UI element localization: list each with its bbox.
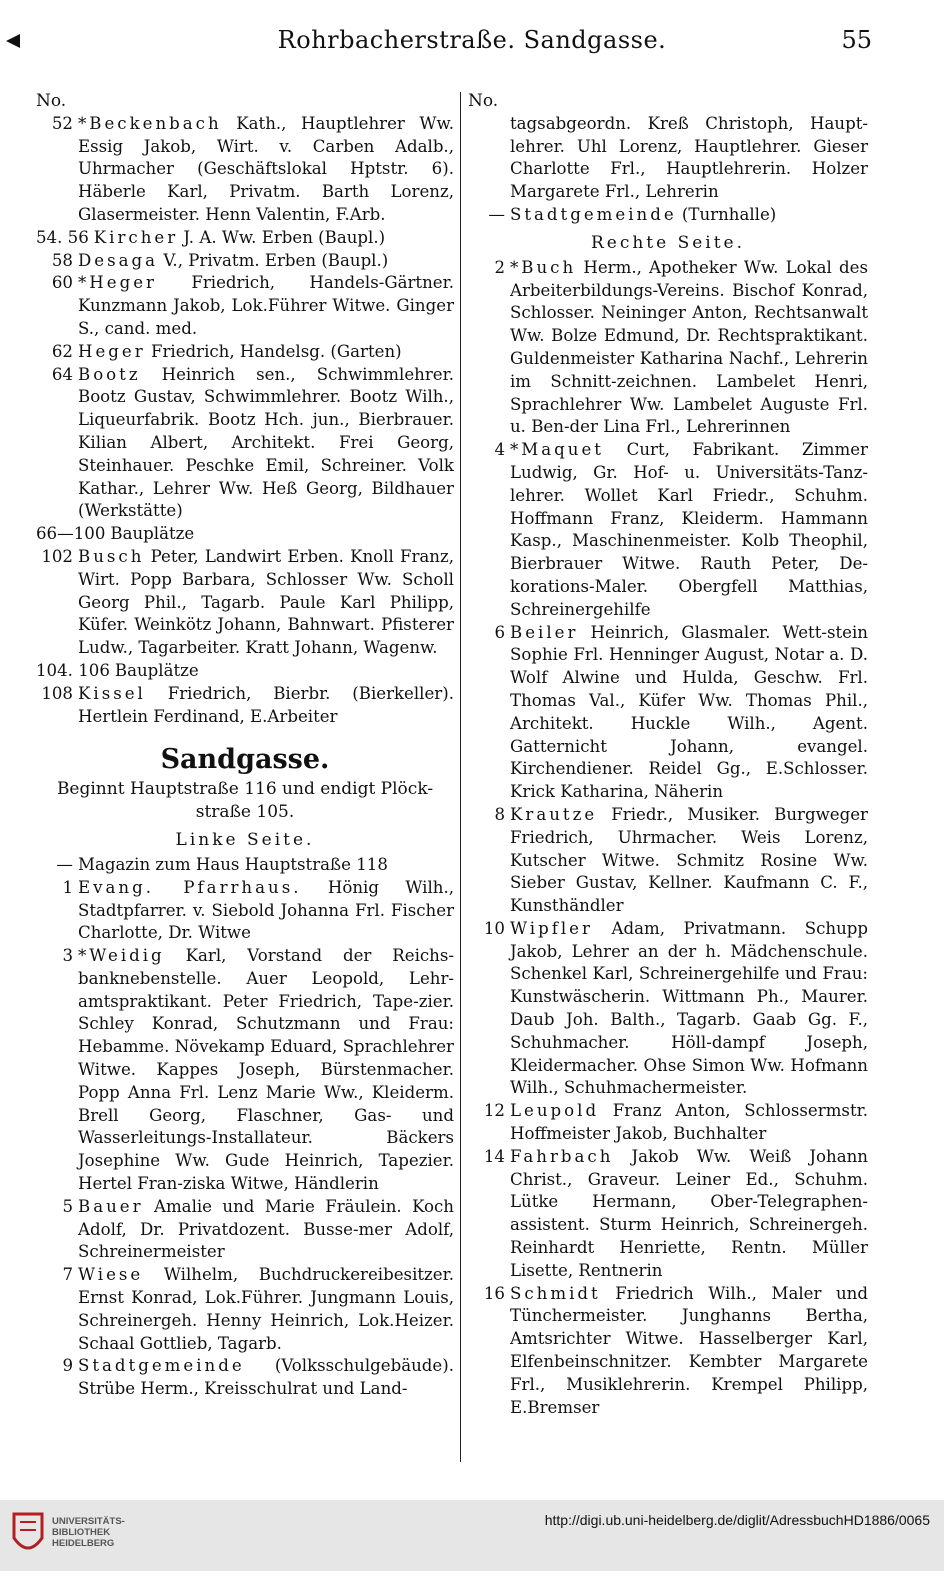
entry-text bbox=[78, 945, 454, 1196]
side-heading-right: Rechte Seite. bbox=[590, 232, 746, 253]
university-library-logo-icon bbox=[10, 1508, 46, 1560]
entry-text bbox=[78, 546, 454, 660]
entry-residents: Bauplätze bbox=[110, 524, 195, 544]
entry-text bbox=[510, 113, 868, 204]
side-heading-left: Linke Seite. bbox=[175, 829, 315, 850]
footer-bar bbox=[0, 1500, 944, 1571]
entry-residents: (Volksschulgebäude). Strübe Herm., Kreisschulrat und Land- bbox=[78, 1356, 454, 1399]
entry-row bbox=[468, 257, 868, 439]
entry-residents: Bauplätze bbox=[114, 660, 199, 680]
entry-row bbox=[468, 804, 868, 918]
entry-owner: Stadtgemeinde bbox=[510, 204, 677, 224]
entry-owner: *Weidig bbox=[78, 946, 165, 966]
entry-residents: Heinrich, Glasmaler. Wett-stein Sophie Frl. Henninger August, Notar a. D. Wolf Alwine und Hulda, Geschw. Frl. Thomas Val., Küfer Ww. Thomas Phil., Architekt. Huckle Wilh., Agent. Gatternicht Johann, evangel. Kirchendiener. Reidel Gg., E.Schlosser. Krick Katharina, Näherin bbox=[510, 622, 868, 802]
entry-residents: Curt, Fabrikant. Zimmer Ludwig, Gr. Hof- u. Universitäts-Tanz-lehrer. Wollet Karl Friedr., Schuhm. Hoffmann Franz, Kleiderm. Hammann Kasp., Maschinenmeister. Kolb Theophil, Bierbrauer Witwe. Rauth Peter, De-korations-Maler. Obergfell Matthias, Schreinergehilfe bbox=[510, 440, 868, 619]
house-number: 2 bbox=[494, 257, 505, 277]
entry-residents: (Turnhalle) bbox=[676, 204, 777, 224]
house-number: 64 bbox=[51, 364, 73, 384]
section-description: Beginnt Hauptstraße 116 und endigt Plöck-straße 105. bbox=[56, 779, 434, 823]
entry-row bbox=[36, 364, 454, 524]
entry-row bbox=[36, 1355, 454, 1401]
entry-owner: Kissel bbox=[78, 683, 146, 703]
entry-residents: Heinrich sen., Schwimmlehrer. Bootz Gustav, Schwimmlehrer. Bootz Wilh., Liqueurfabrik. Bootz Hch. jun., Bierbrauer. Kilian Albert, Architekt. Frei Georg, Steinhauer. Peschke Emil, Schreiner. Volk Kathar., Lehrer Ww. Heß Georg, Bildhauer (Werkstätte) bbox=[78, 364, 454, 521]
entry-row bbox=[468, 113, 868, 204]
entry-owner: Busch bbox=[78, 546, 145, 566]
entry-text bbox=[510, 918, 868, 1100]
entry-owner: Schmidt bbox=[510, 1283, 601, 1303]
house-number: 9 bbox=[62, 1356, 73, 1376]
entry-text bbox=[78, 272, 454, 340]
entry-owner: Kircher bbox=[93, 227, 179, 247]
house-number: 62 bbox=[51, 341, 73, 361]
entry-residents: Friedrich, Handels-Gärtner. Kunzmann Jakob, Lok.Führer Witwe. Ginger S., cand. med. bbox=[78, 273, 454, 338]
entry-text bbox=[115, 660, 454, 683]
entry-row bbox=[468, 622, 868, 804]
library-name-line: BIBLIOTHEK bbox=[52, 1527, 111, 1538]
entry-owner: *Beckenbach bbox=[78, 113, 222, 133]
source-url-link[interactable]: http://digi.ub.uni-heidelberg.de/diglit/AdressbuchHD1886/0065 bbox=[544, 1512, 930, 1528]
house-number: 1 bbox=[62, 877, 73, 897]
house-number: 7 bbox=[62, 1265, 73, 1285]
entry-text bbox=[510, 1283, 868, 1420]
entry-residents: Wilhelm, Buchdruckereibesitzer. Ernst Konrad, Lok.Führer. Jungmann Louis, Schreinergeh. Henny Heinrich, Lok.Heizer. Schaal Gottlieb, Tagarb. bbox=[78, 1265, 454, 1353]
house-number: 60 bbox=[51, 273, 73, 293]
entry-text bbox=[510, 1100, 868, 1146]
house-number: 16 bbox=[483, 1283, 505, 1303]
entry-residents: Magazin zum Haus Hauptstraße 118 bbox=[78, 854, 388, 874]
house-number: 58 bbox=[51, 250, 73, 270]
entry-list bbox=[468, 113, 868, 227]
entry-owner: Heger bbox=[78, 341, 146, 361]
entry-text bbox=[510, 204, 868, 227]
entry-row bbox=[36, 660, 454, 683]
entry-row bbox=[468, 1283, 868, 1420]
house-number: 10 bbox=[483, 918, 505, 938]
house-number: 5 bbox=[62, 1196, 73, 1216]
entry-owner: Leupold bbox=[510, 1101, 600, 1121]
library-name bbox=[52, 1516, 125, 1549]
entry-row bbox=[468, 1100, 868, 1146]
house-number: 108 bbox=[41, 683, 73, 703]
house-number: 52 bbox=[51, 113, 73, 133]
entry-residents: Kath., Hauptlehrer Ww. Essig Jakob, Wirt. v. Carben Adalb., Uhrmacher (Geschäftslokal Hptstr. 6). Häberle Karl, Privatm. Barth Lorenz, Glasermeister. Henn Valentin, F.Arb. bbox=[78, 113, 454, 224]
entry-residents: Friedrich, Bierbr. (Bierkeller). Hertlein Ferdinand, E.Arbeiter bbox=[78, 683, 454, 726]
library-name-line: HEIDELBERG bbox=[52, 1538, 115, 1549]
house-number: 6 bbox=[494, 622, 505, 642]
entry-row bbox=[36, 546, 454, 660]
entry-text bbox=[94, 227, 454, 250]
house-number: — bbox=[56, 854, 73, 874]
entry-text bbox=[78, 250, 454, 273]
house-number: 104. 106 bbox=[36, 660, 110, 680]
entry-residents: V., Privatm. Erben (Baupl.) bbox=[158, 250, 389, 270]
house-number: 12 bbox=[483, 1101, 505, 1121]
house-number: 3 bbox=[62, 946, 73, 966]
entry-residents: Peter, Landwirt Erben. Knoll Franz, Wirt. Popp Barbara, Schlosser Ww. Scholl Georg Phil., Tagarb. Paule Karl Philipp, Küfer. Weinkötz Johann, Bahnwart. Pfisterer Ludw., Tagarbeiter. Kratt Johann, Wagenw. bbox=[78, 546, 454, 658]
entry-residents: Jakob Ww. Weiß Johann Christ., Graveur. Leiner Ed., Schuhm. Lütke Hermann, Ober-Telegraphen-assistent. Sturm Heinrich, Schreinergeh. Reinhardt Henriette, Rentn. Müller Lisette, Rentnerin bbox=[510, 1146, 868, 1280]
entry-text bbox=[78, 113, 454, 227]
entry-text bbox=[78, 1264, 454, 1355]
entry-residents: Hönig Wilh., Stadtpfarrer. v. Siebold Johanna Frl. Fischer Charlotte, Dr. Witwe bbox=[78, 877, 454, 943]
no-label: No. bbox=[36, 91, 67, 111]
house-number: 8 bbox=[494, 804, 505, 824]
entry-row bbox=[468, 204, 868, 227]
entry-text bbox=[78, 877, 454, 945]
entry-owner: *Heger bbox=[78, 273, 157, 293]
entry-text bbox=[78, 854, 454, 877]
entry-owner: Fahrbach bbox=[510, 1146, 614, 1166]
entry-row bbox=[468, 918, 868, 1100]
entry-owner: Bootz bbox=[78, 364, 141, 384]
entry-row bbox=[36, 113, 454, 227]
entry-row bbox=[468, 439, 868, 621]
entry-owner: Bauer bbox=[78, 1196, 144, 1216]
entry-list bbox=[36, 854, 454, 1401]
entry-residents: Herm., Apotheker Ww. Lokal des Arbeiterbildungs-Vereins. Bischof Konrad, Schlosser. Neininger Anton, Rechtsanwalt Ww. Bolze Edmund, Dr. Rechtspraktikant. Guldenmeister Katharina Nachf., Lehrerin im Schnitt-zeichnen. Lambelet Henri, Sprachlehrer Ww. Lambelet Auguste Frl. u. Ben-der Lina Frl., Lehrerinnen bbox=[510, 257, 868, 437]
entry-row bbox=[36, 683, 454, 729]
entry-text bbox=[78, 341, 454, 364]
entry-residents: Amalie und Marie Fräulein. Koch Adolf, Dr. Privatdozent. Busse-mer Adolf, Schreinermeister bbox=[78, 1196, 454, 1262]
entry-row bbox=[36, 341, 454, 364]
house-number: 102 bbox=[41, 546, 73, 566]
entry-owner: Wiese bbox=[78, 1265, 144, 1285]
entry-owner: *Maquet bbox=[510, 440, 604, 460]
entry-row bbox=[36, 227, 454, 250]
entry-text bbox=[78, 1196, 454, 1264]
house-number: 54. 56 bbox=[36, 227, 89, 247]
right-column bbox=[468, 90, 868, 1419]
entry-owner: Beiler bbox=[510, 622, 579, 642]
entry-list bbox=[36, 113, 454, 729]
entry-owner: *Buch bbox=[510, 257, 577, 277]
entry-owner: Desaga bbox=[78, 250, 159, 270]
entry-row bbox=[36, 272, 454, 340]
entry-owner: Evang. Pfarrhaus. bbox=[78, 877, 302, 897]
entry-row bbox=[468, 1146, 868, 1283]
house-number: 14 bbox=[483, 1146, 505, 1166]
entry-row bbox=[36, 877, 454, 945]
entry-owner: Stadtgemeinde bbox=[78, 1356, 245, 1376]
entry-row bbox=[36, 1264, 454, 1355]
entry-text bbox=[510, 257, 868, 439]
page-number: 55 bbox=[841, 26, 872, 54]
section-title: Sandgasse. bbox=[160, 744, 330, 776]
page-header-title: Rohrbacherstraße. Sandgasse. bbox=[277, 26, 667, 54]
entry-text bbox=[78, 1355, 454, 1401]
entry-residents: Karl, Vorstand der Reichs-banknebenstelle. Auer Leopold, Lehr-amtspraktikant. Peter Friedrich, Tape-zier. Schley Konrad, Schutzmann und Frau: Hebamme. Növekamp Eduard, Sprachlehrer Witwe. Kappes Joseph, Bürstenmacher. Popp Anna Frl. Lenz Marie Ww., Kleiderm. Brell Georg, Flaschner, Gas- und Wasserleitungs-Installateur. Bäckers Josephine Ww. Gude Heinrich, Tapezier. Hertel Fran-ziska Witwe, Händlerin bbox=[78, 946, 454, 1194]
left-column bbox=[36, 90, 454, 1401]
entry-row bbox=[36, 945, 454, 1196]
entry-residents: Adam, Privatmann. Schupp Jakob, Lehrer an der h. Mädchenschule. Schenkel Karl, Schreinergehilfe und Frau: Kunstwäscherin. Wittmann Ph., Maurer. Daub Joh. Balth., Tagarb. Gaab Gg. F., Schuhmacher. Höll-dampf Joseph, Kleidermacher. Ohse Simon Ww. Hofmann Wilh., Schuhmachermeister. bbox=[510, 918, 868, 1098]
entry-owner: Krautze bbox=[510, 804, 598, 824]
entry-text bbox=[510, 804, 868, 918]
house-number bbox=[468, 113, 510, 204]
entry-row bbox=[36, 854, 454, 877]
entry-row bbox=[36, 1196, 454, 1264]
entry-residents: Friedrich Wilh., Maler und Tünchermeister. Junghanns Bertha, Amtsrichter Witwe. Hasselberger Karl, Elfenbeinschnitzer. Kembter Margarete Frl., Musiklehrerin. Krempel Philipp, E.Bremser bbox=[510, 1283, 868, 1417]
house-number: — bbox=[488, 204, 505, 224]
entry-residents: J. A. Ww. Erben (Baupl.) bbox=[178, 227, 386, 247]
library-name-line: UNIVERSITÄTS- bbox=[52, 1516, 125, 1527]
no-label: No. bbox=[468, 91, 499, 111]
entry-residents: Friedrich, Handelsg. (Garten) bbox=[145, 341, 402, 361]
entry-text bbox=[510, 622, 868, 804]
house-number: 66—100 bbox=[36, 524, 106, 544]
entry-text bbox=[110, 523, 454, 546]
entry-residents: Friedr., Musiker. Burgweger Friedrich, Uhrmacher. Weis Lorenz, Kutscher Witwe. Schmitz Rosine Ww. Sieber Gustav, Kellner. Kaufmann C. F., Kunsthändler bbox=[510, 804, 868, 916]
entry-text bbox=[510, 439, 868, 621]
entry-residents: Franz Anton, Schlossermstr. Hoffmeister Jakob, Buchhalter bbox=[510, 1101, 868, 1144]
entry-row bbox=[36, 250, 454, 273]
entry-owner: Wipfler bbox=[510, 918, 593, 938]
entry-text bbox=[78, 364, 454, 524]
entry-text bbox=[78, 683, 454, 729]
entry-text bbox=[510, 1146, 868, 1283]
house-number: 4 bbox=[494, 440, 505, 460]
column-divider bbox=[460, 92, 461, 1462]
entry-list bbox=[468, 257, 868, 1420]
entry-row bbox=[36, 523, 454, 546]
entry-residents: tagsabgeordn. Kreß Christoph, Haupt-lehrer. Uhl Lorenz, Hauptlehrer. Gieser Charlotte Frl., Hauptlehrerin. Holzer Margarete Frl., Lehrerin bbox=[510, 113, 868, 202]
